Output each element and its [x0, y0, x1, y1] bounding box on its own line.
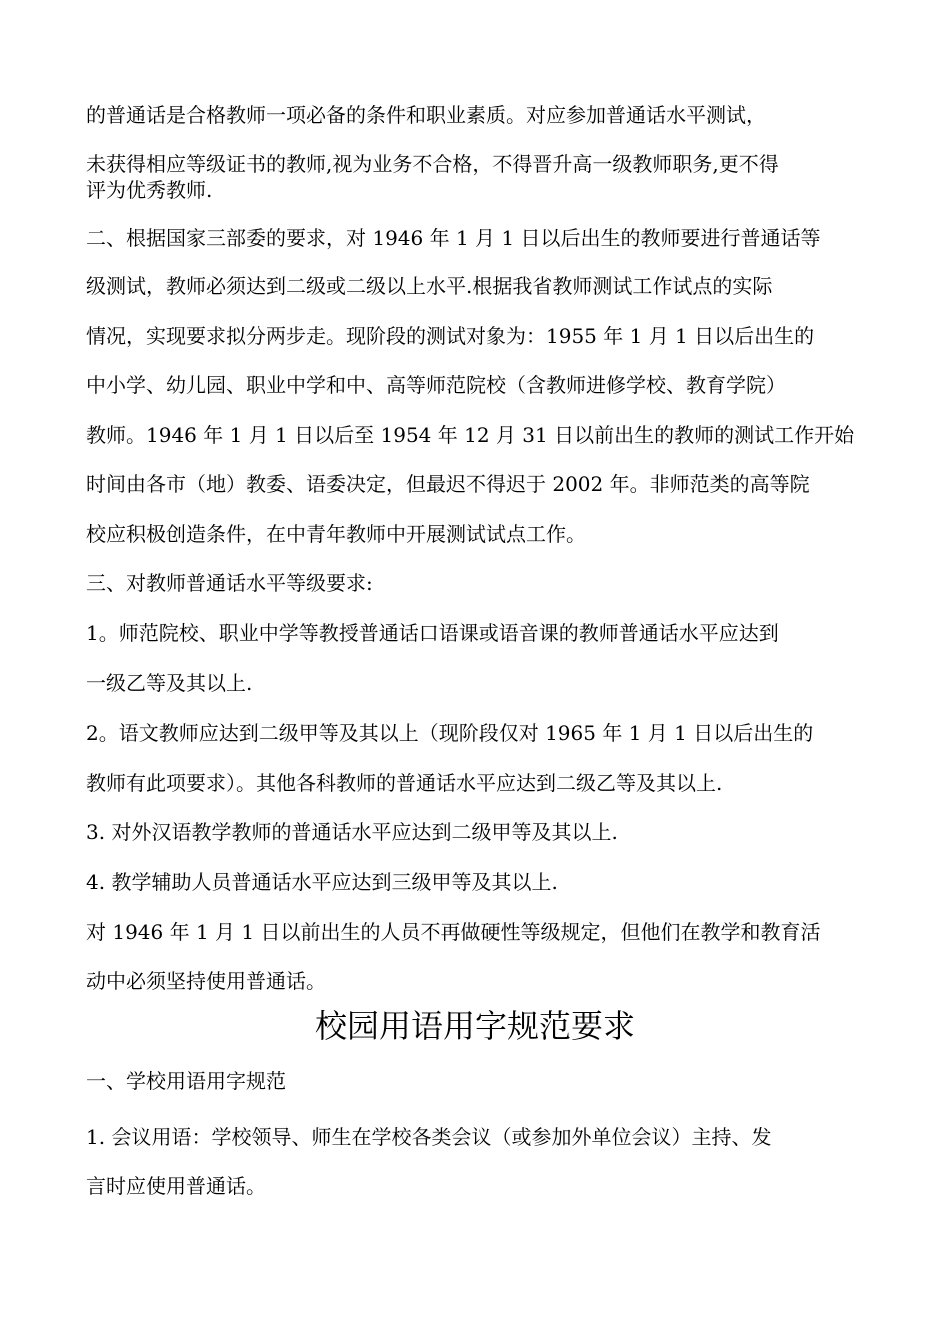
- paragraph-line: 1. 会议用语：学校领导、师生在学校各类会议（或参加外单位会议）主持、发: [86, 1125, 772, 1149]
- paragraph-line: 教师有此项要求）。其他各科教师的普通话水平应达到二级乙等及其以上.: [86, 771, 723, 795]
- paragraph-line: 评为优秀教师.: [86, 178, 213, 202]
- paragraph-line: 未获得相应等级证书的教师,视为业务不合格，不得晋升高一级教师职务,更不得: [86, 152, 779, 176]
- paragraph-line: 一级乙等及其以上.: [86, 671, 253, 695]
- paragraph-line: 动中必须坚持使用普通话。: [86, 969, 326, 993]
- paragraph-line: 1。师范院校、职业中学等教授普通话口语课或语音课的教师普通话水平应达到: [86, 621, 779, 645]
- paragraph-line: 4. 教学辅助人员普通话水平应达到三级甲等及其以上.: [86, 870, 558, 894]
- paragraph-line: 3. 对外汉语教学教师的普通话水平应达到二级甲等及其以上.: [86, 820, 618, 844]
- paragraph-line: 时间由各市（地）教委、语委决定，但最迟不得迟于 2002 年。非师范类的高等院: [86, 472, 810, 496]
- paragraph-line: 的普通话是合格教师一项必备的条件和职业素质。对应参加普通话水平测试，: [86, 103, 766, 127]
- section-heading: 一、学校用语用字规范: [86, 1069, 286, 1093]
- paragraph-line: 级测试，教师必须达到二级或二级以上水平.根据我省教师测试工作试点的实际: [86, 274, 773, 298]
- paragraph-line: 2。语文教师应达到二级甲等及其以上（现阶段仅对 1965 年 1 月 1 日以后出生的: [86, 721, 814, 745]
- paragraph-line: 情况，实现要求拟分两步走。现阶段的测试对象为：1955 年 1 月 1 日以后出生的: [86, 324, 815, 348]
- paragraph-line: 中小学、幼儿园、职业中学和中、高等师范院校（含教师进修学校、教育学院）: [86, 373, 786, 397]
- paragraph-line: 二、根据国家三部委的要求，对 1946 年 1 月 1 日以后出生的教师要进行普通话等: [86, 226, 821, 250]
- section-title: 校园用语用字规范要求: [314, 1007, 635, 1045]
- paragraph-line: 教师。1946 年 1 月 1 日以后至 1954 年 12 月 31 日以前出生的教师的测试工作开始: [86, 423, 855, 447]
- paragraph-line: 对 1946 年 1 月 1 日以前出生的人员不再做硬性等级规定，但他们在教学和教育活: [86, 920, 821, 944]
- paragraph-line: 校应积极创造条件，在中青年教师中开展测试试点工作。: [86, 522, 586, 546]
- paragraph-line: 三、对教师普通话水平等级要求:: [86, 571, 373, 595]
- paragraph-line: 言时应使用普通话。: [86, 1174, 266, 1198]
